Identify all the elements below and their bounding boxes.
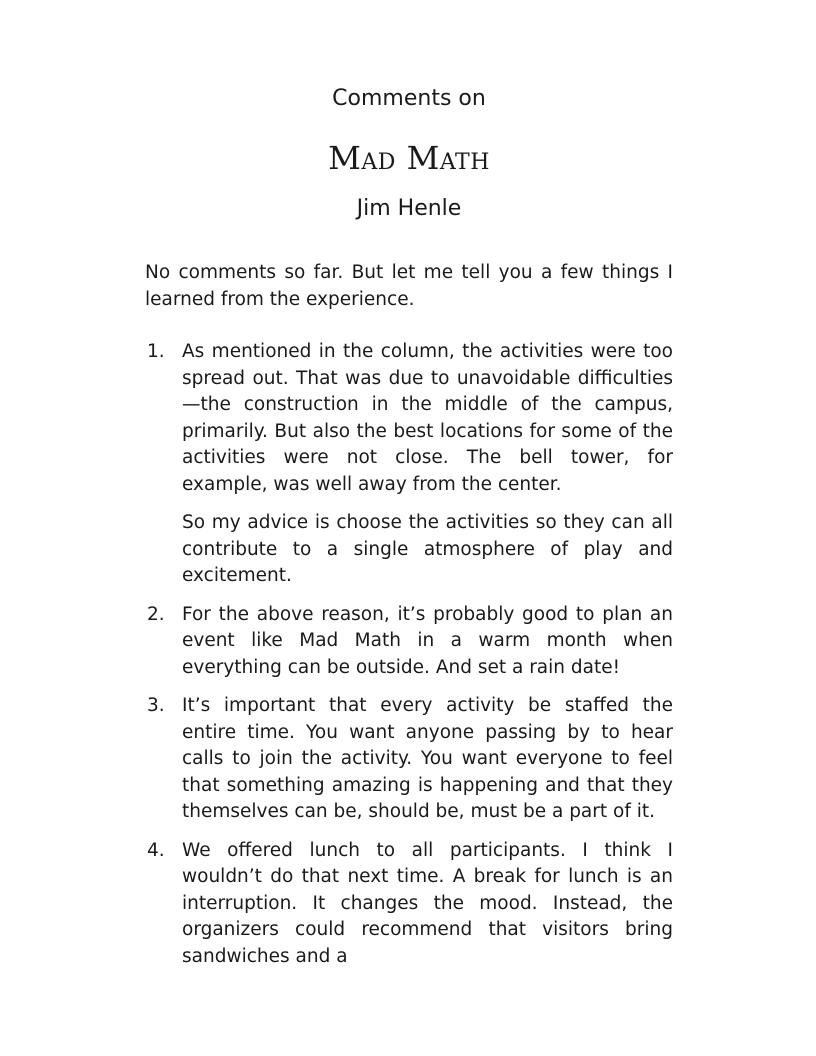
- list-item-3: [145, 693, 673, 826]
- list-item-4: [145, 838, 673, 971]
- list-item-paragraph: For the above reason, it’s probably good to plan an event like Mad Math in a warm month when everything can be outside. And set a rain date!: [182, 603, 673, 678]
- list-item-paragraph: So my advice is choose the activities so they can all contribute to a single atmosphere of play and excitement.: [182, 512, 673, 586]
- list-item-paragraph: As mentioned in the column, the activities were too spread out. That was due to unavoidable difficulties—the construction in the middle of the campus, primarily. But also the best locations for some of the activities were not close. The bell tower, for example, was well away from the center.: [182, 341, 673, 495]
- document-page: [145, 84, 673, 982]
- list-item-number: 4.: [147, 839, 165, 861]
- list-item-paragraph: It’s important that every activity be staffed the entire time. You want anyone passing by to hear calls to join the activity. You want everyone to feel that something amazing is happening and that they themselves can be, should be, must be a part of it.: [182, 695, 673, 822]
- author-name: Jim Henle: [356, 196, 462, 221]
- list-item-number: 3.: [147, 695, 165, 716]
- list-item-number: 1.: [147, 341, 165, 362]
- page-title: Mad Math: [328, 139, 490, 177]
- list-item-2: [145, 602, 673, 682]
- intro-paragraph: No comments so far. But let me tell you a few things I learned from the experience.: [145, 262, 673, 310]
- numbered-list: [145, 339, 673, 970]
- list-item-1: [145, 339, 673, 590]
- title-kicker: Comments on: [332, 86, 486, 111]
- list-item-paragraph: We offered lunch to all participants. I think I wouldn’t do that next time. A break for lunch is an interruption. It changes the mood. Instead, the organizers could recommend that visitors bring sandwiches and a: [182, 839, 673, 967]
- list-item-number: 2.: [147, 603, 165, 625]
